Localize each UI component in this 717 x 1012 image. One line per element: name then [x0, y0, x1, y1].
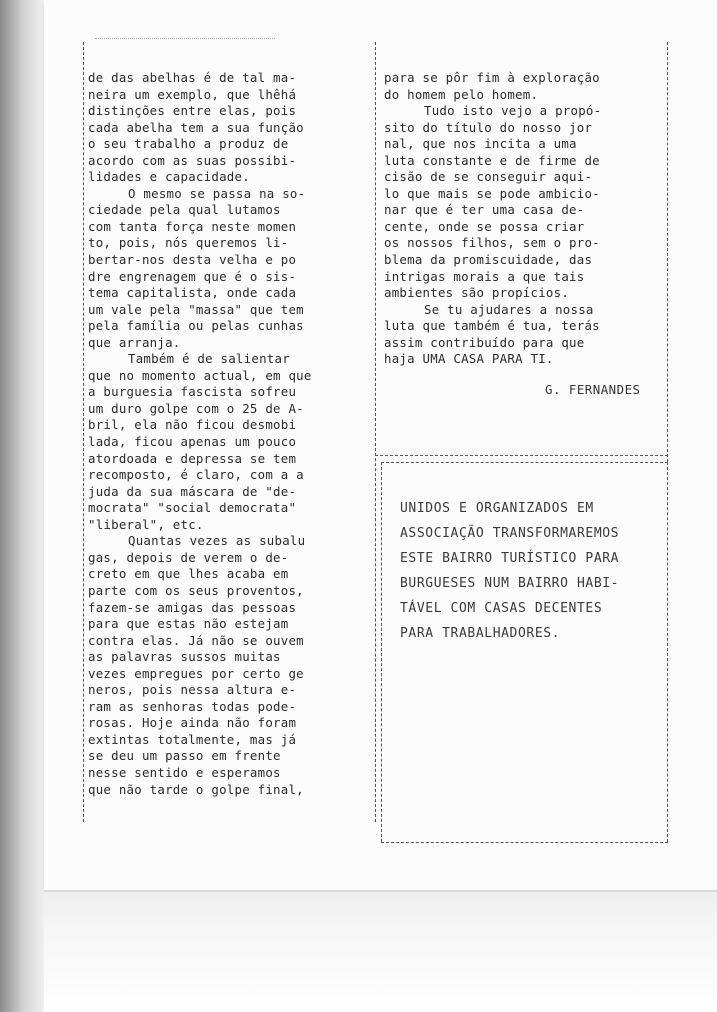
text-line: cisão de se conseguir aqui- — [384, 169, 593, 185]
column-divider — [375, 42, 376, 822]
text-line: distinções entre elas, pois — [88, 103, 297, 119]
text-line: cente, onde se possa criar — [384, 218, 585, 234]
text-line: neros, pois nessa altura e- — [88, 682, 297, 698]
box-top-border — [381, 462, 668, 463]
slogan-line: ESTE BAIRRO TURÍSTICO PARA — [400, 551, 620, 566]
text-line: acordo com as suas possibi- — [88, 152, 297, 168]
text-line: sito do título do nosso jor — [384, 119, 593, 135]
text-line: bertar-nos desta velha e po — [88, 252, 297, 268]
text-line: luta que também é tua, terás — [384, 318, 600, 334]
text-line: ciedade pela qual lutamos — [88, 202, 281, 218]
text-line: Se tu ajudares a nossa — [424, 301, 594, 317]
text-line: as palavras sussos muitas — [88, 649, 281, 665]
text-line: Quantas vezes as subalu — [128, 533, 306, 549]
text-line: dre engrenagem que é o sis- — [88, 268, 297, 284]
text-line: Também é de salientar — [128, 351, 290, 367]
slogan-line: BURGUESES NUM BAIRRO HABI- — [400, 576, 620, 591]
text-line: que no momento actual, em que — [88, 367, 312, 383]
text-line: haja UMA CASA PARA TI. — [384, 351, 554, 367]
text-line: "liberal", etc. — [88, 516, 204, 532]
text-line: contra elas. Já não se ouvem — [88, 632, 304, 648]
box-bottom-border — [381, 842, 668, 843]
text-line: gas, depois de verem o de- — [88, 549, 289, 565]
text-line: ram as senhoras todas pode- — [88, 698, 297, 714]
text-line: intrigas morais a que tais — [384, 268, 585, 284]
text-line: a burguesia fascista sofreu — [88, 384, 297, 400]
left-column-border — [83, 42, 84, 822]
text-line: o seu trabalho a produz de — [88, 136, 289, 152]
page-bottom-margin — [44, 892, 717, 1012]
text-line: rosas. Hoje ainda não foram — [88, 715, 297, 731]
text-line: pela família ou pelas cunhas — [88, 318, 304, 334]
text-line: que não tarde o golpe final, — [88, 781, 304, 797]
text-line: que arranja. — [88, 334, 181, 350]
text-line: parte com os seus proventos, — [88, 582, 304, 598]
slogan-box-text — [400, 496, 619, 646]
slogan-line: UNIDOS E ORGANIZADOS EM — [400, 501, 594, 516]
text-line: nar que é ter uma casa de- — [384, 202, 585, 218]
text-line: de das abelhas é de tal ma- — [88, 70, 297, 85]
text-line: nal, que nos incita a uma — [384, 136, 577, 152]
text-line: com tanta força neste momen — [88, 218, 297, 234]
author-signature: G. FERNANDES — [545, 382, 641, 397]
text-line: recomposto, é claro, com a a — [88, 467, 304, 483]
text-line: atordoada e depressa se tem — [88, 450, 297, 466]
text-line: juda da sua máscara de "de- — [88, 483, 297, 499]
text-line: O mesmo se passa na so- — [128, 185, 306, 201]
text-line: extintas totalmente, mas já — [88, 731, 297, 747]
text-line: bril, ela não ficou desmobi — [88, 417, 297, 433]
slogan-line: PARA TRABALHADORES. — [400, 626, 561, 641]
text-line: lada, ficou apenas um pouco — [88, 434, 297, 450]
text-line: para que estas não estejam — [88, 616, 289, 632]
text-line: cada abelha tem a sua função — [88, 119, 304, 135]
right-column-separator — [375, 455, 668, 456]
text-line: um duro golpe com o 25 de A- — [88, 400, 304, 416]
text-line: para se pôr fim à exploração — [384, 70, 600, 85]
text-line: um vale pela "massa" que tem — [88, 301, 304, 317]
left-column-text — [88, 70, 312, 798]
text-line: do homem pelo homem. — [384, 86, 539, 102]
text-line: tema capitalista, onde cada — [88, 285, 297, 301]
text-line: mocrata" "social democrata" — [88, 500, 297, 516]
text-line: nesse sentido e esperamos — [88, 764, 281, 780]
text-line: neira um exemplo, que lhêhá — [88, 86, 297, 102]
text-line: ambientes são propícios. — [384, 285, 570, 301]
text-line: assim contribuído para que — [384, 334, 585, 350]
right-column-border-upper — [667, 42, 668, 462]
text-line: os nossos filhos, sem o pro- — [384, 235, 600, 251]
text-line: luta constante e de firme de — [384, 152, 600, 168]
text-line: lidades e capacidade. — [88, 169, 250, 185]
right-column-text — [384, 70, 601, 368]
box-right-border — [667, 462, 668, 842]
text-line: vezes empregues por certo ge — [88, 665, 304, 681]
text-line: blema da promiscuidade, das — [384, 252, 593, 268]
text-line: Tudo isto vejo a propó- — [424, 103, 602, 119]
text-line: se deu um passo em frente — [88, 748, 281, 764]
slogan-line: TÁVEL COM CASAS DECENTES — [400, 601, 603, 616]
top-header-marks — [95, 38, 275, 43]
box-left-border — [381, 462, 382, 842]
text-line: lo que mais se pode ambicio- — [384, 185, 600, 201]
text-line: fazem-se amigas das pessoas — [88, 599, 297, 615]
slogan-line: ASSOCIAÇÃO TRANSFORMAREMOS — [400, 526, 620, 541]
text-line: creto em que lhes acaba em — [88, 566, 289, 582]
text-line: to, pois, nós queremos li- — [88, 235, 289, 251]
